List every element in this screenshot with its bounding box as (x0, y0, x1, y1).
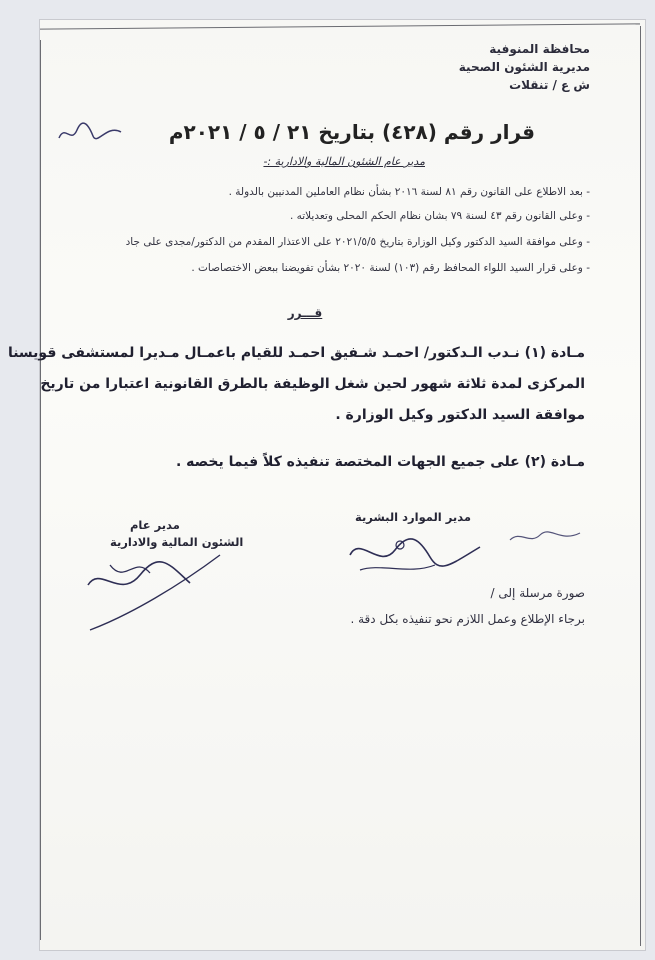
preamble-line-4: - وعلى قرار السيد اللواء المحافظ رقم (١٠٣) لسنة ٢٠٢٠ بشأن تفويضنا ببعض الاختصاصات . (191, 262, 590, 274)
article-1-line-2: المركزى لمدة ثلاثة شهور لحين شغل الوظيفة بالطرق القانونية اعتبارا من تاريخ (40, 376, 585, 392)
article-1-line-1: مـادة (١) نـدب الـدكتور/ احمـد شـفيق احمـد للقيام باعمـال مـديرا لمستشفى قويسنا (7, 345, 585, 361)
signature-mark-right (505, 525, 585, 550)
preamble-line-2: - وعلى القانون رقم ٤٣ لسنة ٧٩ بشان نظام الحكم المحلى وتعديلاته . (289, 210, 590, 222)
header-directorate: مديرية الشئون الصحية (458, 60, 590, 74)
article-2: مـادة (٢) على جميع الجهات المختصة تنفيذه كلاً فيما يخصه . (175, 454, 585, 470)
page-edge-right (640, 26, 641, 946)
decision-heading: قـــرر (287, 306, 323, 320)
decree-title: قرار رقم (٤٢٨) بتاريخ ٢١ / ٥ / ٢٠٢١م (168, 120, 535, 144)
copy-to-label: صورة مرسلة إلى / (490, 586, 585, 600)
article-1-line-3: موافقة السيد الدكتور وكيل الوزارة . (335, 407, 585, 423)
header-governorate: محافظة المنوفية (489, 42, 590, 56)
signature-hr (340, 525, 490, 580)
page-edge-left (40, 40, 41, 940)
signature-label-hr: مدير الموارد البشرية (355, 510, 471, 524)
signature-label-general-line2: الشئون المالية والادارية (110, 535, 244, 549)
decree-subtitle: مدير عام الشئون المالية والادارية :- (263, 155, 425, 168)
copy-to-note: برجاء الإطلاع وعمل اللازم نحو تنفيذه بكل دقة . (350, 612, 585, 626)
handwritten-initials (55, 118, 125, 148)
preamble-line-1: - بعد الاطلاع على القانون رقم ٨١ لسنة ٢٠١٦ بشأن نظام العاملين المدنيين بالدولة . (228, 186, 590, 198)
header-section: ش ع / تنقلات (509, 78, 590, 92)
signature-general-director (80, 545, 230, 635)
signature-label-general-line1: مدير عام (130, 518, 180, 532)
preamble-line-3: - وعلى موافقة السيد الدكتور وكيل الوزارة بتاريخ ٢٠٢١/٥/٥ على الاعتذار المقدم من الدكتور/مجدى على جاد (125, 236, 590, 248)
